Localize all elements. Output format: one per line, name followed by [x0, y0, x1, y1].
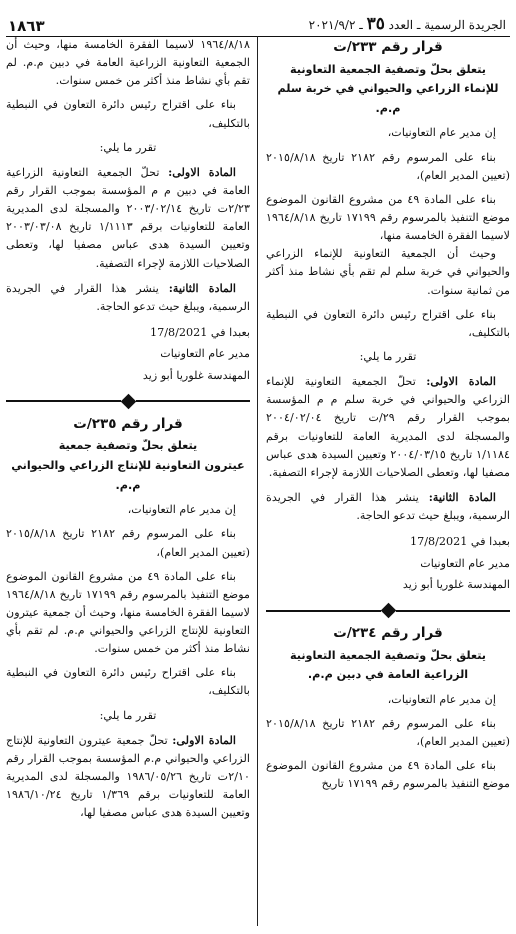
gazette-issue-line [309, 14, 506, 34]
decision-234-decided: تقرر ما يلي: [99, 140, 157, 154]
section-separator [266, 605, 510, 616]
article-label: المادة الاولى: [172, 732, 236, 747]
decision-233-decree-ref: بناء على المرسوم رقم ٢١٨٢ تاريخ ٢٠١٥/٨/١٨ (تعيين المدير العام)، [266, 150, 510, 182]
decision-233-proposal: بناء على اقتراح رئيس دائرة التعاون في النبطية بالتكليف، [266, 307, 510, 339]
decision-234-proposal: بناء على اقتراح رئيس دائرة التعاون في النبطية بالتكليف، [6, 98, 250, 130]
decision-235-subject-1: يتعلق بحلّ وتصفية جمعية [58, 439, 198, 453]
decision-234-article-2 [6, 279, 250, 316]
signature-title: مدير عام التعاونيات [420, 556, 510, 570]
decision-234-heading [266, 622, 510, 685]
section-separator [6, 396, 250, 407]
issue-number: ٣٥ [366, 13, 385, 34]
decision-235-preamble: إن مدير عام التعاونيات، [127, 503, 236, 517]
decision-233-decided: تقرر ما يلي: [359, 349, 417, 363]
right-column [266, 36, 510, 794]
decision-234-subject-1: يتعلق بحلّ وتصفية الجمعية التعاونية [289, 648, 487, 662]
article-text: ينشر هذا القرار في الجريدة الرسمية، ويبلغ حيث تدعو الحاجة. [266, 490, 510, 523]
decision-233-subject-2: للإنماء الزراعي والحيواني في خربة سلم م.م. [277, 82, 499, 115]
decision-235-decided: تقرر ما يلي: [99, 708, 157, 722]
decision-234-article-1 [6, 163, 250, 273]
decision-234-article-ref: بناء على المادة ٤٩ من مشروع القانون الموضوع موضع التنفيذ بالمرسوم رقم ١٧١٩٩ تاريخ [266, 759, 510, 791]
decision-233-article-1 [266, 372, 510, 482]
article-label: المادة الثانية: [428, 489, 496, 504]
article-label: المادة الاولى: [168, 164, 236, 179]
issue-date: ـ ٢٠٢١/٩/٢ [308, 17, 363, 32]
decision-234-preamble: إن مدير عام التعاونيات، [387, 692, 496, 706]
decision-233-whereas: وحيث أن الجمعية التعاونية للإنماء الزراعي والحيواني في خربة سلم لم تقم بأي نشاط منذ أكثر من ثمانية سنوات. [266, 247, 510, 297]
signature-date: بعبدا في 17/8/2021 [409, 535, 510, 549]
signature-date: بعبدا في 17/8/2021 [149, 325, 250, 339]
decision-233-subject-1: يتعلق بحلّ وتصفية الجمعية التعاونية [289, 62, 487, 76]
decision-235-article-1 [6, 731, 250, 823]
decision-234-title: قرار رقم ٢٣٤/ت [333, 625, 443, 642]
article-text: تحلّ جمعية عيترون التعاونية للإنتاج الزراعي والحيواني م.م المؤسسة بموجب القرار رقم ٢/١٠ت تاريخ ١٩٨٦/٠٥/٢٦ والمسجلة لدى المديرية العامة للتعاونيات برقم ١/٣٦٩ تاريخ ١٩٨٦/١٠/٢٤ وتعيين السيدة هدى عباس مصفيا لها، [6, 733, 250, 820]
signature-name: المهندسة غلوريا أبو زيد [402, 577, 510, 591]
decision-234-continued: ١٩٦٤/٨/١٨ لاسيما الفقرة الخامسة منها، وحيث أن الجمعية التعاونية الزراعية العامة في دبين م.م. لم تقم بأي نشاط منذ أكثر من خمس سنوات. [6, 38, 250, 88]
decision-234-subject-2: الزراعية العامة في دبين م.م. [307, 668, 469, 682]
left-column [6, 36, 250, 822]
column-divider [257, 36, 258, 926]
page-columns [6, 36, 510, 934]
signature-title: مدير عام التعاونيات [160, 347, 250, 361]
article-text: ينشر هذا القرار في الجريدة الرسمية، ويبلغ حيث تدعو الحاجة. [6, 281, 250, 313]
decision-235-heading [6, 413, 250, 495]
decision-234-decree-ref: بناء على المرسوم رقم ٢١٨٢ تاريخ ٢٠١٥/٨/١٨ (تعيين المدير العام)، [266, 717, 510, 749]
article-label: المادة الاولى: [426, 374, 496, 389]
article-label: المادة الثانية: [168, 280, 236, 295]
gazette-name: الجريدة الرسمية ـ العدد [388, 17, 506, 32]
decision-235-title: قرار رقم ٢٣٥/ت [73, 415, 183, 432]
decision-235-proposal: بناء على اقتراح رئيس دائرة التعاون في النبطية بالتكليف، [6, 666, 250, 698]
decision-233-title: قرار رقم ٢٣٣/ت [333, 39, 443, 55]
decision-233-heading [266, 36, 510, 118]
signature-name: المهندسة غلوريا أبو زيد [142, 368, 250, 382]
decision-233-article-2 [266, 488, 510, 525]
decision-235-article-ref: بناء على المادة ٤٩ من مشروع القانون الموضوع موضع التنفيذ بالمرسوم رقم ١٧١٩٩ تاريخ ١٩٦٤/٨/١٨ لاسيما الفقرة الخامسة منها، وحيث أن جمعية عيترون التعاونية للإنتاج الزراعي والحيواني م.م. لم تقم بأي نشاط منذ أكثر من خمس سنوات. [6, 569, 250, 656]
decision-233-preamble: إن مدير عام التعاونيات، [387, 126, 496, 140]
decision-235-decree-ref: بناء على المرسوم رقم ٢١٨٢ تاريخ ٢٠١٥/٨/١٨ (تعيين المدير العام)، [6, 527, 250, 559]
decision-233-article-ref: بناء على المادة ٤٩ من مشروع القانون الموضوع موضع التنفيذ بالمرسوم رقم ١٧١٩٩ تاريخ ١٩٦٤/٨/١٨ لاسيما الفقرة الخامسة منها، [266, 192, 510, 243]
article-text: تحلّ الجمعية التعاونية الزراعية العامة في دبين م م المؤسسة بموجب القرار رقم ٢/٢٣ت تاريخ ٢٠٠٣/٠٢/١٤ والمسجلة لدى المديرية العامة للتعاونيات برقم ١/١١١٣ تاريخ ٢٠٠٣/٠٣/٠٨ وتعيين السيدة هدى عباس مصفيا لها، وتعطى الصلاحيات اللازمة لإجراء التصفية. [6, 165, 250, 270]
article-text: تحلّ الجمعية التعاونية للإنماء الزراعي والحيواني في خربة سلم م م المؤسسة بموجب القرار رقم ٢٩/ت تاريخ ٢٠٠٤/٠٢/٠٤ والمسجلة لدى المديرية العامة للتعاونيات برقم ١/١١٨٤ تاريخ ٢٠٠٤/٠٣/١٥ وتعيين السيدة هدى عباس مصفيا لها، وتعطى الصلاحيات اللازمة لإجراء التصفية. [266, 375, 510, 479]
decision-235-subject-2: عيترون التعاونية للإنتاج الزراعي والحيواني م.م. [11, 459, 245, 492]
page-header [6, 6, 510, 37]
page-number: ١٨٦٣ [8, 17, 45, 35]
decision-233-signature [266, 531, 510, 595]
decision-234-signature [6, 322, 250, 386]
